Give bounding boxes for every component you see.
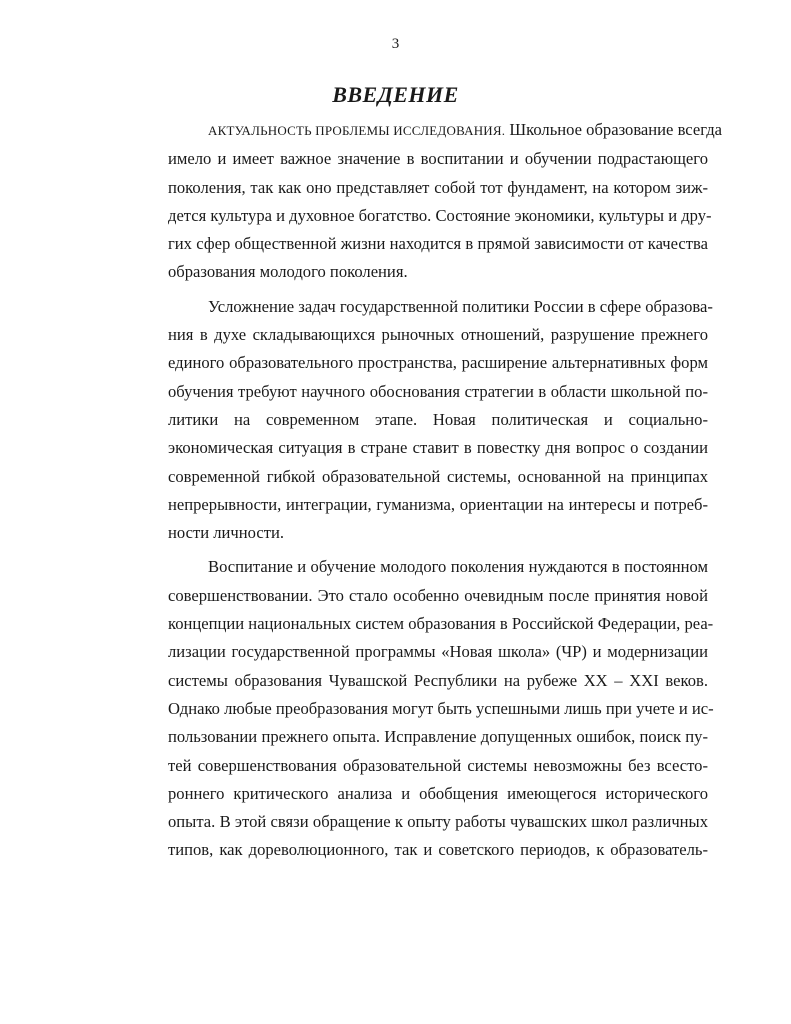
- paragraph-line: непрерывности, интеграции, гуманизма, ориентации на интересы и потреб-: [168, 494, 708, 514]
- paragraph-line-text: Школьное образование всегда: [505, 120, 723, 139]
- paragraph-line: дется культура и духовное богатство. Состояние экономики, культуры и дру-: [168, 205, 712, 225]
- paragraph-line: единого образовательного пространства, расширение альтернативных форм: [168, 353, 708, 373]
- paragraph-line: литики на современном этапе. Новая политическая и социально-: [168, 409, 708, 429]
- paragraph-line: Воспитание и обучение молодого поколения нуждаются в постоянном: [208, 557, 708, 577]
- paragraph-relevance: [128, 116, 723, 287]
- paragraph-line: ности личности.: [168, 523, 284, 543]
- paragraph-line: концепции национальных систем образования в Российской Федерации, реа-: [168, 614, 714, 634]
- paragraph-line: современной гибкой образовательной системы, основанной на принципах: [168, 466, 708, 486]
- paragraph-line: экономическая ситуация в стране ставит в повестку дня вопрос о создании: [168, 438, 708, 458]
- paragraph-line: роннего критического анализа и обобщения имеющегося исторического: [168, 783, 708, 803]
- paragraph-line: Усложнение задач государственной политики России в сфере образова-: [208, 296, 713, 316]
- paragraph-line: гих сфер общественной жизни находится в прямой зависимости от качества: [168, 234, 708, 254]
- page-title: ВВЕДЕНИЕ: [332, 82, 459, 107]
- paragraph-education: [128, 553, 714, 864]
- paragraph-line: имело и имеет важное значение в воспитании и обучении подрастающего: [168, 149, 708, 169]
- paragraph-line: образования молодого поколения.: [168, 262, 408, 282]
- page-number: 3: [391, 36, 400, 52]
- paragraph-line: [128, 116, 723, 145]
- paragraph-line: поколения, так как оно представляет собой тот фундамент, на котором зиж-: [168, 177, 708, 197]
- paragraph-line: опыта. В этой связи обращение к опыту работы чувашских школ различных: [168, 812, 708, 832]
- paragraph-line: Однако любые преобразования могут быть успешными лишь при учете и ис-: [168, 698, 714, 718]
- paragraph-line: системы образования Чувашской Республики на рубеже XX – XXI веков.: [168, 670, 708, 690]
- section-lead-heading: АКТУАЛЬНОСТЬ ПРОБЛЕМЫ ИССЛЕДОВАНИЯ.: [208, 123, 506, 138]
- paragraph-policy: [128, 293, 713, 548]
- paragraph-line: совершенствовании. Это стало особенно очевидным после принятия новой: [168, 585, 708, 605]
- document-body: [128, 116, 723, 871]
- paragraph-line: тей совершенствования образовательной системы невозможны без всесто-: [168, 755, 708, 775]
- paragraph-line: типов, как дореволюционного, так и советского периодов, к образователь-: [168, 840, 708, 860]
- paragraph-line: лизации государственной программы «Новая школа» (ЧР) и модернизации: [168, 642, 708, 662]
- paragraph-line: обучения требуют научного обоснования стратегии в области школьной по-: [168, 381, 708, 401]
- paragraph-line: ния в духе складывающихся рыночных отношений, разрушение прежнего: [168, 325, 708, 345]
- paragraph-line: пользовании прежнего опыта. Исправление допущенных ошибок, поиск пу-: [168, 727, 708, 747]
